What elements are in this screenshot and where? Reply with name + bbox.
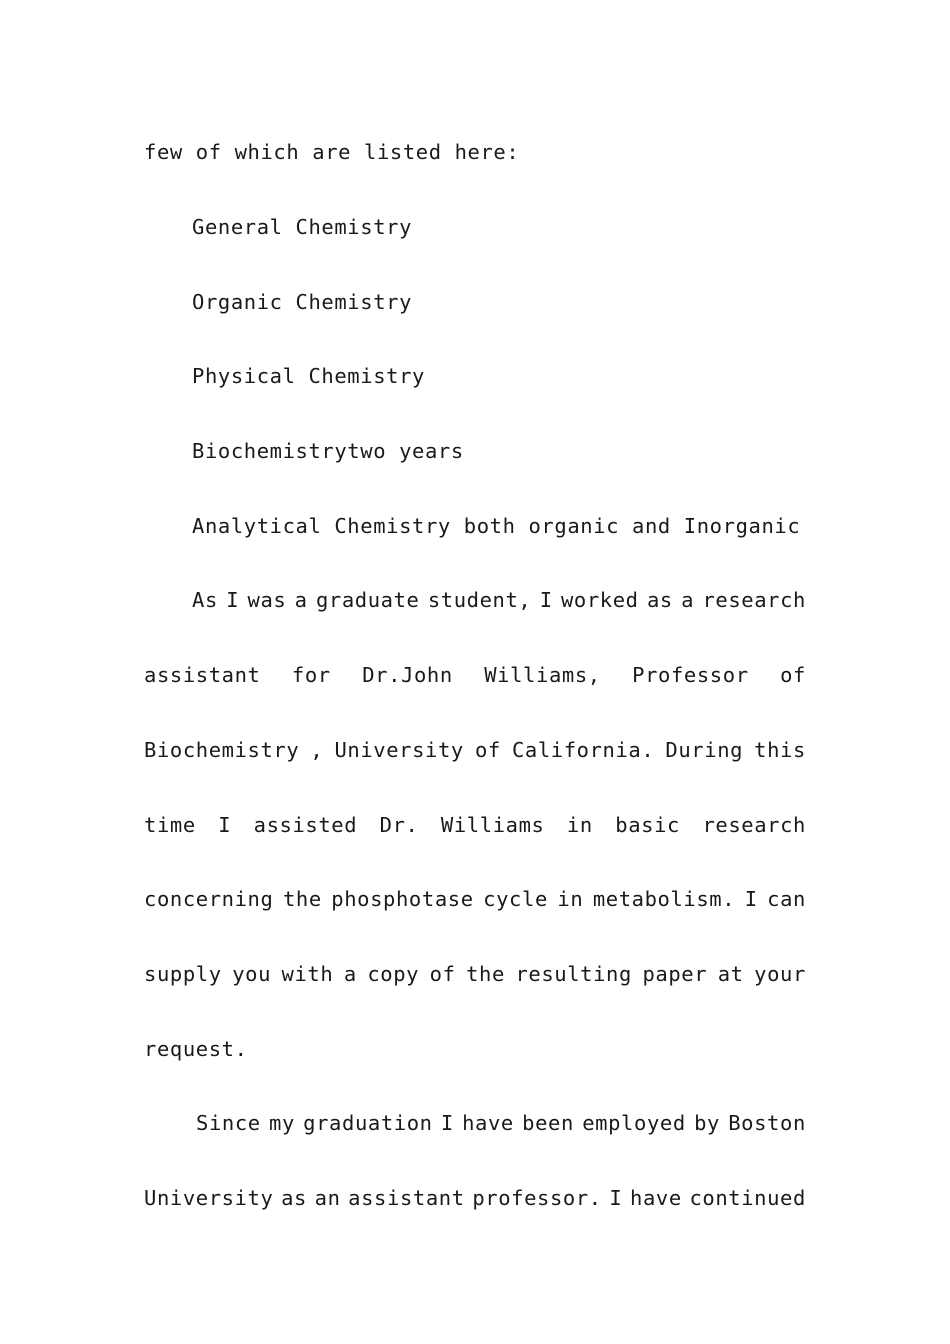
word: I bbox=[218, 813, 232, 837]
word: with bbox=[281, 962, 334, 986]
word: in bbox=[557, 887, 584, 911]
word: I bbox=[744, 887, 758, 911]
word: cycle bbox=[483, 887, 548, 911]
word: I bbox=[539, 588, 553, 612]
word: University bbox=[144, 1186, 274, 1210]
word: graduation bbox=[303, 1111, 433, 1135]
word: research bbox=[702, 813, 806, 837]
paragraph1-line3 bbox=[144, 735, 806, 765]
course-item: Organic Chemistry bbox=[192, 290, 413, 314]
word: assisted bbox=[253, 813, 358, 837]
word: Williams bbox=[440, 813, 545, 837]
word: Since bbox=[196, 1111, 261, 1135]
word: assistant bbox=[144, 663, 261, 687]
word: professor. bbox=[472, 1186, 602, 1210]
word: my bbox=[269, 1111, 295, 1135]
word: time bbox=[144, 813, 196, 837]
word: this bbox=[754, 738, 806, 762]
word: assistant bbox=[348, 1186, 465, 1210]
word: During bbox=[665, 738, 744, 762]
paragraph2-line1 bbox=[196, 1108, 806, 1138]
word: basic bbox=[615, 813, 680, 837]
word: a bbox=[294, 588, 308, 612]
paragraph1-line1 bbox=[192, 585, 806, 615]
course-item: Physical Chemistry bbox=[192, 364, 425, 388]
word: as bbox=[281, 1186, 307, 1210]
word: have bbox=[462, 1111, 514, 1135]
paragraph1-line7: request. bbox=[144, 1037, 248, 1061]
paragraph1-line4 bbox=[144, 810, 806, 840]
course-item: Analytical Chemistry both organic and Inorganic bbox=[192, 514, 801, 538]
word: for bbox=[291, 663, 331, 687]
word: Professor bbox=[632, 663, 749, 687]
word: a bbox=[681, 588, 695, 612]
word: I bbox=[440, 1111, 454, 1135]
word: of bbox=[780, 663, 806, 687]
paragraph1-line5 bbox=[144, 884, 806, 914]
word: been bbox=[522, 1111, 574, 1135]
word: of bbox=[429, 962, 456, 986]
course-item: General Chemistry bbox=[192, 215, 413, 239]
word: , bbox=[310, 738, 324, 762]
intro-line: few of which are listed here: bbox=[144, 140, 520, 164]
word: concerning bbox=[144, 887, 274, 911]
word: Boston bbox=[728, 1111, 806, 1135]
word: the bbox=[282, 887, 322, 911]
paragraph2-line2 bbox=[144, 1183, 806, 1213]
word: California. bbox=[511, 738, 655, 762]
course-item: Biochemistrytwo years bbox=[192, 439, 464, 463]
word: Dr.John bbox=[362, 663, 453, 687]
word: phosphotase bbox=[331, 887, 474, 911]
word: As bbox=[192, 588, 218, 612]
word: was bbox=[247, 588, 287, 612]
word: I bbox=[226, 588, 240, 612]
word: Biochemistry bbox=[144, 738, 300, 762]
word: of bbox=[474, 738, 501, 762]
word: University bbox=[334, 738, 464, 762]
word: as bbox=[646, 588, 673, 612]
word: by bbox=[694, 1111, 720, 1135]
word: research bbox=[702, 588, 806, 612]
word: have bbox=[630, 1186, 682, 1210]
word: in bbox=[566, 813, 593, 837]
word: continued bbox=[689, 1186, 806, 1210]
word: your bbox=[754, 962, 806, 986]
word: paper bbox=[642, 962, 708, 986]
word: a bbox=[343, 962, 357, 986]
paragraph1-line2 bbox=[144, 660, 806, 690]
word: copy bbox=[367, 962, 420, 986]
word: the bbox=[466, 962, 505, 986]
word: graduate bbox=[315, 588, 420, 612]
word: can bbox=[767, 887, 806, 911]
word: worked bbox=[560, 588, 639, 612]
word: an bbox=[314, 1186, 341, 1210]
paragraph1-line6 bbox=[144, 959, 806, 989]
word: metabolism. bbox=[592, 887, 736, 911]
word: supply bbox=[144, 962, 222, 986]
word: I bbox=[609, 1186, 623, 1210]
word: at bbox=[717, 962, 744, 986]
word: you bbox=[232, 962, 272, 986]
word: employed bbox=[582, 1111, 686, 1135]
word: resulting bbox=[515, 962, 632, 986]
word: Dr. bbox=[379, 813, 419, 837]
word: student, bbox=[427, 588, 532, 612]
word: Williams, bbox=[484, 663, 601, 687]
